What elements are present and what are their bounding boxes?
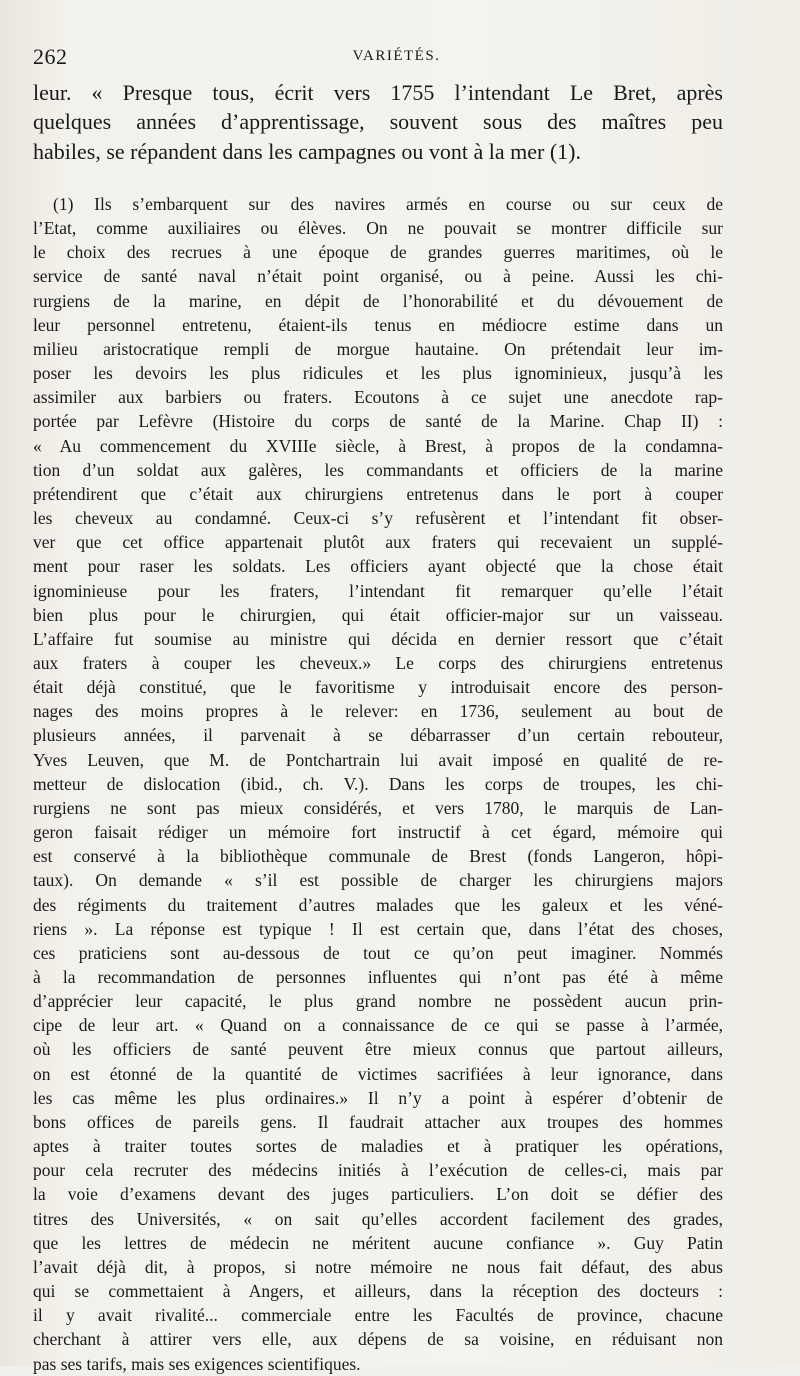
footnote-line: prétendirent que c’était aux chirurgiens entretenus dans le port à couper <box>33 483 723 504</box>
footnote-line: metteur de dislocation (ibid., ch. V.). Dans les corps de troupes, les chi- <box>33 773 723 794</box>
footnote-line: où les officiers de santé peuvent être mieux connus que partout ailleurs, <box>33 1039 723 1060</box>
footnote-line: titres des Universités, « on sait qu’elles accordent facilement des grades, <box>33 1208 723 1229</box>
footnote-line: bons offices de pareils gens. Il faudrait attacher aux troupes des hommes <box>33 1111 723 1132</box>
footnote-line: ignominieuse pour les fraters, l’intendant fit remarquer qu’elle l’était <box>33 580 723 601</box>
footnote-line: riens ». La réponse est typique ! Il est certain que, dans l’état des choses, <box>33 918 723 939</box>
footnote-line: était déjà constitué, que le favoritisme y introduisait encore des person- <box>33 677 723 698</box>
footnote-line: milieu aristocratique rempli de morgue hautaine. On prétendait leur im- <box>33 338 723 359</box>
footnote-line: il y avait rivalité... commerciale entre les Facultés de province, chacune <box>33 1305 723 1326</box>
footnote-line: service de santé naval n’était point organisé, ou à peine. Aussi les chi- <box>33 266 723 287</box>
footnote-line: l’Etat, comme auxiliaires ou élèves. On ne pouvait se montrer difficile sur <box>33 218 723 239</box>
footnote-line: (1) Ils s’embarquent sur des navires armés en course ou sur ceux de <box>53 194 723 214</box>
footnote-line: le choix des recrues à une époque de grandes guerres maritimes, où le <box>33 242 723 263</box>
page-header <box>33 44 760 72</box>
footnote-line: ces praticiens sont au-dessous de tout ce qu’on peut imaginer. Nommés <box>33 942 723 963</box>
footnote-line: L’affaire fut soumise au ministre qui décida en dernier ressort que c’était <box>33 628 723 649</box>
footnote-line: portée par Lefèvre (Histoire du corps de santé de la Marine. Chap II) : <box>33 411 723 432</box>
footnote-line: « Au commencement du XVIIIe siècle, à Brest, à propos de la condamna- <box>33 435 723 456</box>
footnote-line: pas ses tarifs, mais ses exigences scientifiques. <box>33 1353 361 1374</box>
footnote-line: rurgiens ne sont pas mieux considérés, et vers 1780, le marquis de Lan- <box>33 797 723 818</box>
footnote-line: assimiler aux barbiers ou fraters. Ecoutons à ce sujet une anecdote rap- <box>33 387 723 408</box>
footnote-line: est conservé à la bibliothèque communale de Brest (fonds Langeron, hôpi- <box>33 846 723 867</box>
page-number: 262 <box>33 44 68 69</box>
footnote-line: des régiments du traitement d’autres malades que les galeux et les véné- <box>33 894 723 915</box>
footnote-line: la voie d’examens devant des juges particuliers. L’on doit se défier des <box>33 1184 723 1205</box>
footnote-line: cipe de leur art. « Quand on a connaissance de ce qui se passe à l’armée, <box>33 1015 723 1036</box>
footnote-line: taux). On demande « s’il est possible de charger les chirurgiens majors <box>33 870 723 891</box>
footnote-line: les cheveux au condamné. Ceux-ci s’y refusèrent et l’intendant fit obser- <box>33 508 723 529</box>
footnote-line: poser les devoirs les plus ridicules et les plus ignominieux, jusqu’à les <box>33 363 723 384</box>
footnote-line: qui se commettaient à Angers, et ailleurs, dans la réception des docteurs : <box>33 1281 723 1302</box>
footnote-line: Yves Leuven, que M. de Pontchartrain lui avait imposé en qualité de re- <box>33 749 723 770</box>
footnote-line: plusieurs années, il parvenait à se débarrasser d’un certain rebouteur, <box>33 725 723 746</box>
main-text-paragraph <box>33 78 723 166</box>
running-title: VARIÉTÉS. <box>352 48 441 64</box>
footnote-line: on est étonné de la quantité de victimes sacrifiées à leur ignorance, dans <box>33 1063 723 1084</box>
footnote-line: rurgiens de la marine, en dépit de l’honorabilité et du dévouement de <box>33 290 723 311</box>
footnote-line: les cas même les plus ordinaires.» Il n’y a point à espérer d’obtenir de <box>33 1087 723 1108</box>
footnote-line: ver que cet office appartenait plutôt aux fraters qui recevaient un supplé- <box>33 532 723 553</box>
footnote-line: aux fraters à couper les cheveux.» Le corps des chirurgiens entretenus <box>33 652 723 673</box>
footnote-line: nages des moins propres à le relever: en 1736, seulement au bout de <box>33 701 723 722</box>
footnote-line: geron faisait rédiger un mémoire fort instructif à cet égard, mémoire qui <box>33 822 723 843</box>
footnote-line: l’avait déjà dit, à propos, si notre mémoire ne nous fait défaut, des abus <box>33 1256 723 1277</box>
footnote-line: bien plus pour le chirurgien, qui était officier-major sur un vaisseau. <box>33 604 723 625</box>
main-text-line: quelques années d’apprentissage, souvent sous des maîtres peu <box>33 109 723 135</box>
main-text-line: leur. « Presque tous, écrit vers 1755 l’intendant Le Bret, après <box>33 80 723 105</box>
footnote-line: pour cela recruter des médecins initiés à l’exécution de celles-ci, mais par <box>33 1160 723 1181</box>
footnote-line: à la recommandation de personnes influentes qui n’ont pas été à même <box>33 967 723 987</box>
footnote-line: que les lettres de médecin ne méritent aucune confiance ». Guy Patin <box>33 1232 723 1253</box>
footnote-line: d’apprécier leur capacité, le plus grand nombre ne possèdent aucun prin- <box>33 991 723 1012</box>
footnote-line: aptes à traiter toutes sortes de maladies et à pratiquer les opérations, <box>33 1136 723 1157</box>
footnote-line: ment pour raser les soldats. Les officiers ayant objecté que la chose était <box>33 556 723 577</box>
footnote-line: leur personnel entretenu, étaient-ils tenus en médiocre estime dans un <box>33 314 723 335</box>
main-text-line: habiles, se répandent dans les campagnes ou vont à la mer (1). <box>33 138 581 164</box>
footnote-line: tion d’un soldat aux galères, les commandants et officiers de la marine <box>33 459 723 480</box>
footnote-line: cherchant à attirer vers elle, aux dépens de sa voisine, en réduisant non <box>33 1329 723 1350</box>
footnote <box>33 192 723 1376</box>
